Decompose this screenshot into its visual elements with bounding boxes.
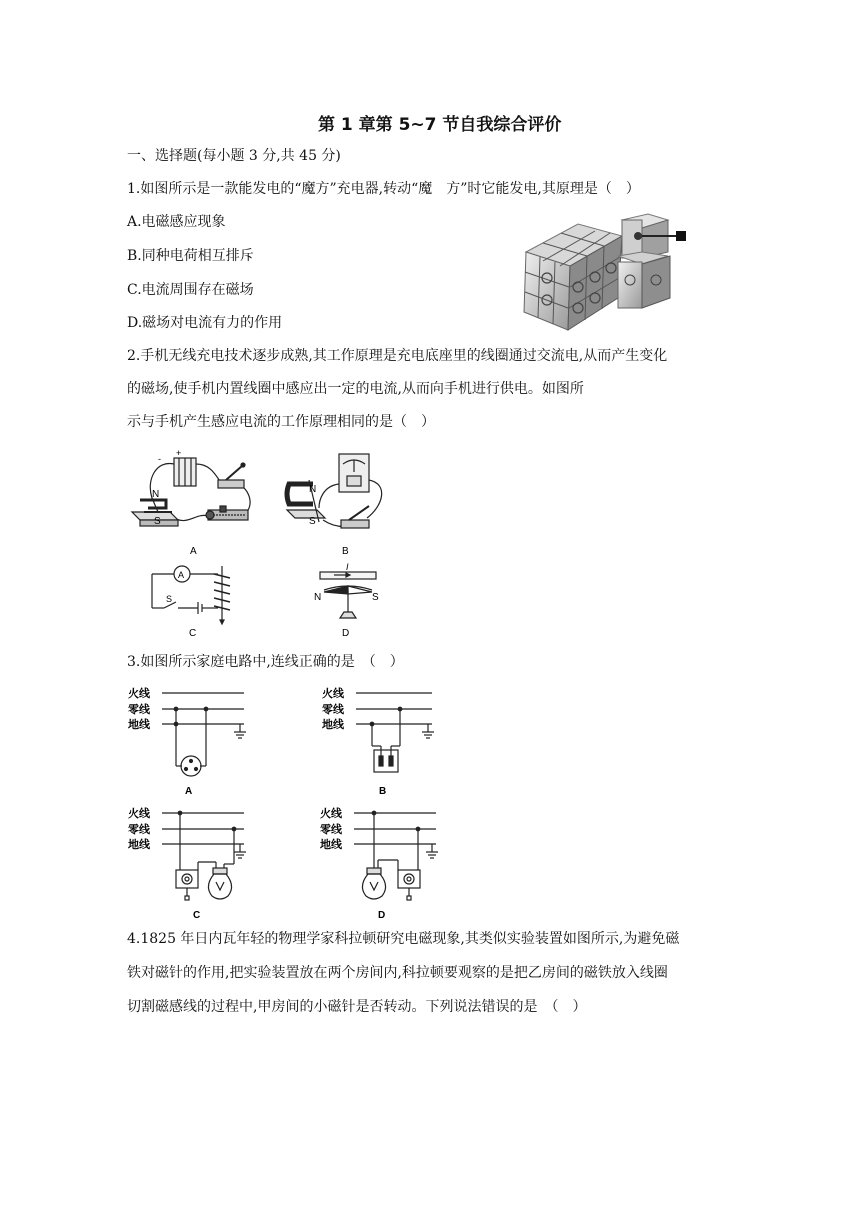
wire-label-live-b: 火线: [322, 688, 344, 700]
battery-minus-label: -: [158, 454, 161, 464]
wire-label-neutral-b: 零线: [322, 704, 344, 716]
question-1-option-c[interactable]: C.电流周围存在磁场: [127, 282, 254, 298]
magnet-n-label-b: N: [309, 484, 317, 495]
wire-label-neutral-c: 零线: [128, 824, 150, 836]
figure-3c-label: C: [193, 910, 201, 920]
switch-s-label-c: S: [166, 594, 173, 604]
wire-label-ground-a: 地线: [128, 719, 150, 731]
figure-3a-label: A: [185, 786, 193, 796]
current-i-label: I: [346, 562, 349, 572]
question-1-option-a[interactable]: A.电磁感应现象: [127, 214, 226, 230]
figure-d-label: D: [342, 628, 350, 639]
wire-label-live-c: 火线: [128, 808, 150, 820]
wire-label-ground-d: 地线: [320, 839, 342, 851]
question-2-line-1: 2.手机无线充电技术逐步成熟,其工作原理是充电底座里的线圈通过交流电,从而产生变化: [127, 348, 668, 364]
wire-label-live-a: 火线: [128, 688, 150, 700]
question-3-figure-c[interactable]: [126, 804, 266, 920]
wire-label-neutral-a: 零线: [128, 704, 150, 716]
question-4-line-1: 4.1825 年日内瓦年轻的物理学家科拉顿研究电磁现象,其类似实验装置如图所示,为避免磁: [127, 931, 680, 947]
magnet-s-label-a: S: [154, 516, 161, 527]
magnet-n-label-a: N: [152, 489, 160, 500]
figure-3b-label: B: [379, 786, 387, 796]
ammeter-symbol: A: [178, 570, 185, 580]
figure-c-label: C: [189, 628, 197, 639]
question-2-figure-d[interactable]: [302, 560, 402, 642]
question-2-line-3: 示与手机产生感应电流的工作原理相同的是（ ）: [127, 414, 435, 430]
page-title: 第 1 章第 5~7 节自我综合评价: [318, 115, 562, 135]
needle-s-label: S: [372, 592, 379, 603]
wire-label-neutral-d: 零线: [320, 824, 342, 836]
figure-b-label: B: [342, 546, 349, 557]
magnet-s-label-b: S: [309, 516, 316, 527]
question-2-figure-b[interactable]: [283, 450, 433, 560]
figure-a-label: A: [190, 546, 197, 557]
question-3-figure-a[interactable]: [126, 684, 266, 796]
question-2-figure-a[interactable]: [126, 450, 276, 560]
needle-n-label: N: [314, 592, 322, 603]
wire-label-ground-c: 地线: [128, 839, 150, 851]
wire-label-ground-b: 地线: [322, 719, 344, 731]
question-2-line-2: 的磁场,使手机内置线圈中感应出一定的电流,从而向手机进行供电。如图所: [127, 381, 584, 397]
question-3-figure-b[interactable]: [320, 684, 450, 796]
question-1-stem: 1.如图所示是一款能发电的“魔方”充电器,转动“魔 方”时它能发电,其原理是（ ）: [127, 181, 640, 197]
question-4-line-2: 铁对磁针的作用,把实验装置放在两个房间内,科拉顿要观察的是把乙房间的磁铁放入线圈: [127, 965, 668, 981]
wire-label-live-d: 火线: [320, 808, 342, 820]
battery-plus-label: +: [176, 450, 182, 458]
question-3-stem: 3.如图所示家庭电路中,连线正确的是 （ ）: [127, 654, 404, 670]
section-heading: 一、选择题(每小题 3 分,共 45 分): [127, 148, 341, 164]
question-2-figure-c[interactable]: [146, 560, 246, 642]
magic-cube-figure: [518, 212, 718, 334]
question-4-line-3: 切割磁感线的过程中,甲房间的小磁针是否转动。下列说法错误的是 （ ）: [127, 999, 587, 1015]
question-1-option-b[interactable]: B.同种电荷相互排斥: [127, 248, 254, 264]
question-1-option-d[interactable]: D.磁场对电流有力的作用: [127, 315, 283, 331]
question-3-figure-d[interactable]: [318, 804, 458, 920]
figure-3d-label: D: [378, 910, 386, 920]
